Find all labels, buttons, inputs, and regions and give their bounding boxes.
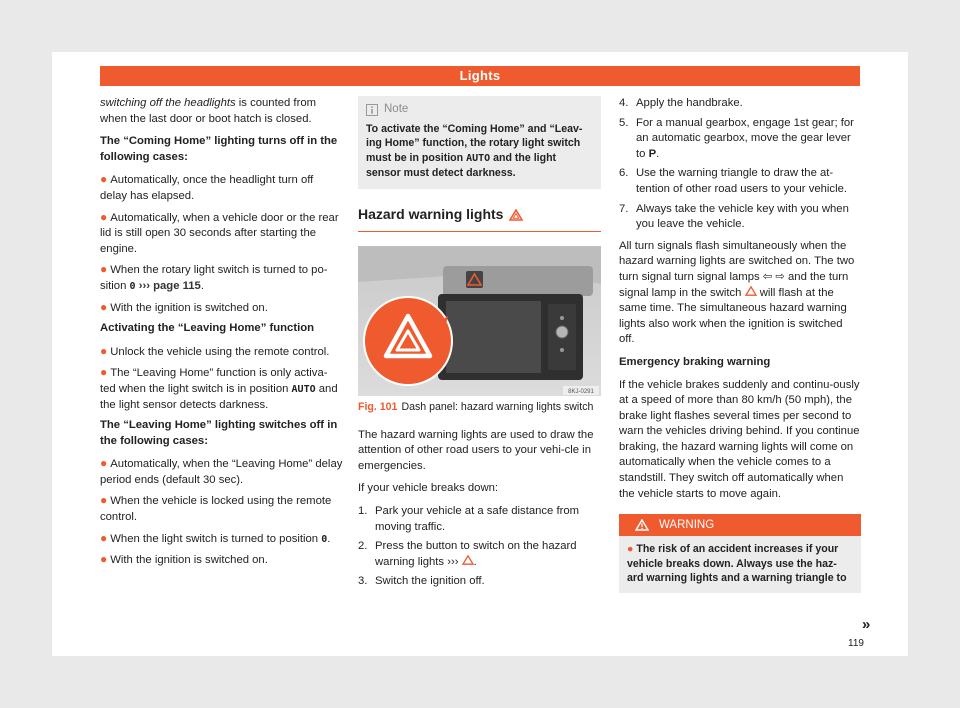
list-item: 1. Park your vehicle at a safe distance from moving traffic. — [358, 504, 580, 533]
bullet-item: ● Automatically, when a vehicle door or the rear lid is still open 30 seconds after starting the engine. — [100, 209, 339, 255]
note-text: To activate the “Coming Home” and “Leav-ing Home” function, the rotary light switch must be in position AUTO and the light sensor must detect darkness. — [366, 122, 583, 180]
bullet-item: ● With the ignition is switched on. — [100, 299, 268, 314]
warning-box — [619, 514, 861, 593]
chapter-banner: Lights — [100, 66, 860, 86]
bullet-item: ● Automatically, once the headlight turn off delay has elapsed. — [100, 172, 314, 202]
bullet-item: ● The “Leaving Home” function is only activa-ted when the light switch is in position AUTO and the light sensor detects darkness. — [100, 365, 338, 411]
subheading: Activating the “Leaving Home” function — [100, 322, 315, 335]
continue-mark: » — [862, 616, 871, 633]
paragraph: switching off the headlights is counted from when the last door or boot hatch is closed. — [100, 97, 317, 125]
page-number: 119 — [848, 638, 864, 649]
paragraph: All turn signals flash simultaneously when the hazard warning lights are switched on. The two turn signal turn signal lamps ⇦ ⇨ and the turn signal lamp in the switch will flash at the same time. The simultaneous hazard warning lights also work when the ignition is switched off. — [619, 239, 855, 346]
paragraph: If the vehicle brakes suddenly and continu-ously at a speed of more than 80 km/h (50 mph), the brake light flashes several times per second to warn the vehicles driving behind. If you continue braking, the hazard warning lights will come on automatically when the vehicle comes to a standstill. They switch off automatically when the vehicle starts to move again. — [619, 378, 860, 500]
warning-triangle-icon[interactable] — [462, 555, 474, 565]
warning-triangle-icon — [509, 209, 523, 221]
figure-caption: Fig. 101 Dash panel: hazard warning lights switch — [358, 400, 594, 413]
note-label: Note — [384, 103, 409, 115]
figure-dash-panel — [358, 246, 601, 396]
column-3 — [619, 96, 861, 593]
bullet-item: ● When the rotary light switch is turned to po-sition 0 ››› page 115. — [100, 262, 328, 292]
figure-code: 8KJ-0291 — [568, 388, 594, 395]
list-item: 3. Switch the ignition off. — [358, 575, 485, 588]
subheading: The “Leaving Home” lighting switches off in the following cases: — [100, 419, 338, 447]
bullet-item: ● The risk of an accident increases if your vehicle breaks down. Always use the haz-ard warning lights and a warning triangle to — [627, 543, 847, 585]
auto-symbol: AUTO — [291, 383, 316, 395]
bullet-item: ● Unlock the vehicle using the remote control. — [100, 343, 330, 358]
bullet-item: ● With the ignition is switched on. — [100, 552, 268, 567]
turn-signal-arrows-icon: ⇦ ⇨ — [762, 270, 785, 283]
subheading: Emergency braking warning — [619, 355, 771, 368]
paragraph: The hazard warning lights are used to draw the attention of other road users to your vehi-cle in emergencies. — [358, 428, 594, 472]
list-item: 2. Press the button to switch on the hazard warning lights ››› . — [358, 540, 577, 568]
light-off-icon: 0 — [321, 533, 328, 545]
subheading: The “Coming Home” lighting turns off in the following cases: — [100, 135, 338, 163]
info-icon — [366, 104, 378, 116]
list-item: 7. Always take the vehicle key with you when you leave the vehicle. — [619, 202, 849, 231]
column-1 — [100, 96, 343, 574]
bullet-item: ● When the vehicle is locked using the remote control. — [100, 493, 332, 524]
steps-list — [619, 96, 861, 233]
list-item: 4. Apply the handbrake. — [619, 97, 743, 109]
section-title: Hazard warning lights — [358, 207, 601, 232]
list-item: 5. For a manual gearbox, engage 1st gear; for an automatic gearbox, move the gear lever to P. — [619, 116, 854, 160]
page-reference-link[interactable]: ››› page 115 — [138, 279, 201, 292]
dash-panel-illustration — [358, 246, 601, 396]
list-item: 6. Use the warning triangle to draw the at-tention of other road users to your vehicle. — [619, 167, 847, 195]
light-off-icon: 0 — [129, 280, 136, 292]
warning-triangle-icon — [745, 286, 757, 296]
bullet-item: ● Automatically, when the “Leaving Home” delay period ends (default 30 sec). — [100, 456, 343, 486]
bullet-item: ● When the light switch is turned to position 0. — [100, 530, 331, 545]
warning-icon — [635, 519, 649, 531]
warning-label: WARNING — [659, 519, 715, 532]
column-2 — [358, 96, 601, 596]
paragraph: If your vehicle breaks down: — [358, 482, 499, 495]
steps-list — [358, 504, 601, 590]
note-box — [358, 96, 601, 189]
